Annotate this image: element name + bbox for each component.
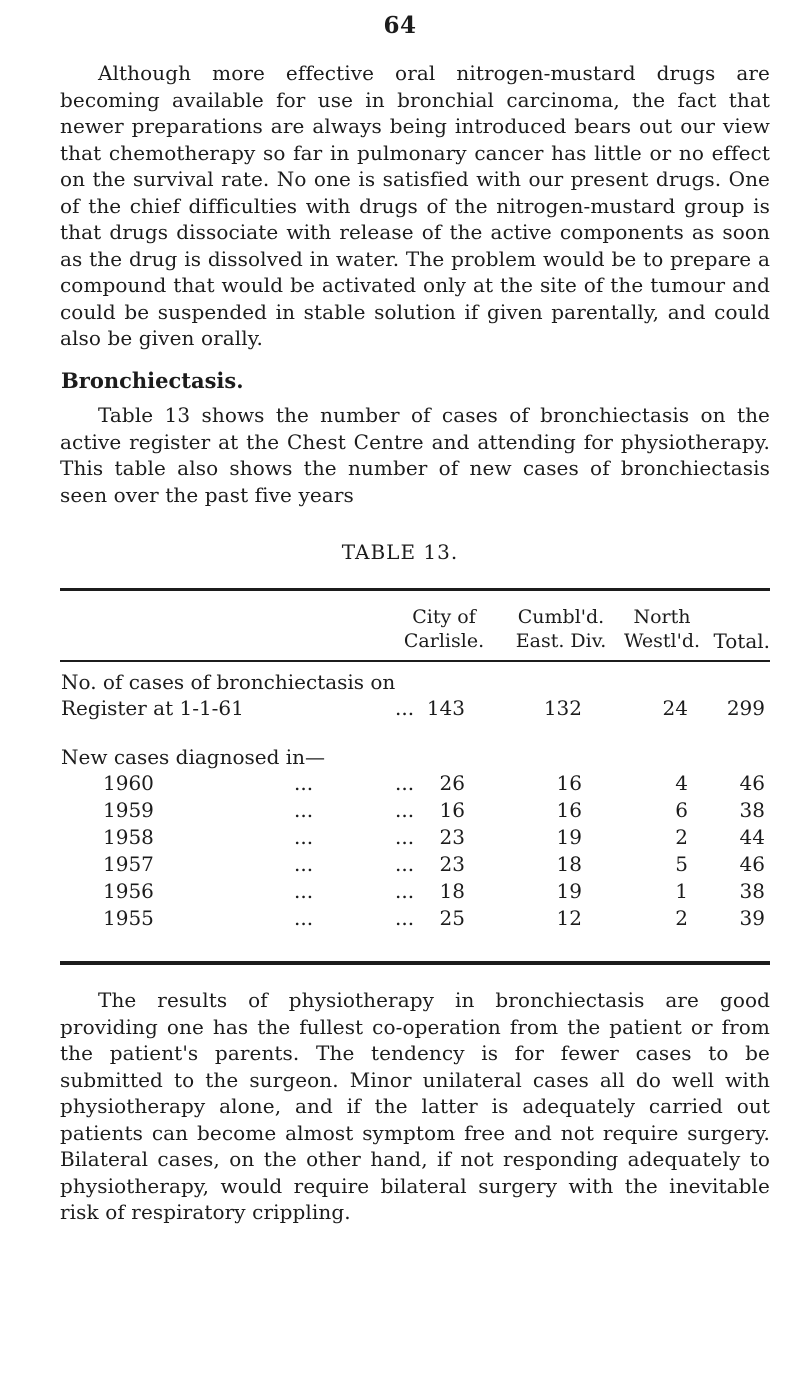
row-value-cumberland: 12 [556,906,582,930]
row-dots: ... [395,798,415,822]
header-cumberland-line2: East. Div. [515,630,607,652]
row-value-cumberland: 19 [556,879,582,903]
row-dots: ... [395,852,415,876]
row-value-total: 38 [739,879,765,903]
row-dots: ... [294,879,314,903]
row-value-north: 6 [675,798,688,822]
row-year: 1959 [103,798,154,822]
paragraph-table-intro: Table 13 shows the number of cases of bronchiectasis on the active register at the Chest Centre and attending for physiotherapy. This table also shows the number of new cases of bronchiectasis seen over the past five years [60,403,770,507]
row-dots: ... [294,906,314,930]
row-value-cumberland: 19 [556,825,582,849]
paragraph-chemotherapy: Although more effective oral nitrogen-mustard drugs are becoming available for use in bronchial carcinoma, the fact that newer preparations are always being introduced bears out our view that chemotherapy so far in pulmonary cancer has little or no effect on the survival rate. No one is satisfied with our present drugs. One of the chief difficulties with drugs of the nitrogen-mustard group is that drugs dissociate with release of the active components as soon as the drug is dissolved in water. The problem would be to prepare a compound that would be activated only at the site of the tumour and could be suspended in stable solution if given parentally, and could also be given orally. [60,61,770,350]
table-header-rule [60,660,770,662]
row-value-carlisle: 23 [439,852,465,876]
row-value-cumberland: 16 [556,798,582,822]
register-value-total: 299 [726,696,765,720]
page-number: 64 [383,12,417,39]
row-value-north: 2 [675,906,688,930]
row-dots: ... [395,906,415,930]
register-value-carlisle: 143 [426,696,465,720]
row-year: 1958 [103,825,154,849]
table-title: TABLE 13. [341,540,459,564]
register-value-cumberland: 132 [543,696,582,720]
row-value-carlisle: 26 [439,771,465,795]
paragraph-physiotherapy-results: The results of physiotherapy in bronchiectasis are good providing one has the fullest co-operation from the patient or from the patient's parents. The tendency is for fewer cases to be submitted to the surgeon. Minor unilateral cases all do well with physiotherapy alone, and if the latter is adequately carried out patients can become almost symptom free and not require surgery. Bilateral cases, on the other hand, if not responding adequately to physiotherapy, would require bilateral surgery with the inevitable risk of respiratory crippling. [60,988,770,1224]
row-year: 1955 [103,906,154,930]
row-year: 1957 [103,852,154,876]
row-dots: ... [395,825,415,849]
row-dots: ... [395,771,415,795]
header-carlisle [388,605,500,653]
row-dots: ... [294,852,314,876]
header-north-line1: North [633,606,691,628]
header-north-west [612,605,712,653]
header-cumberland-east [505,605,617,653]
table-top-rule [60,588,770,591]
row-value-carlisle: 16 [439,798,465,822]
row-value-total: 39 [739,906,765,930]
row-value-north: 1 [675,879,688,903]
row-dots: ... [294,771,314,795]
header-cumberland-line1: Cumbl'd. [517,606,605,628]
header-total: Total. [713,629,770,653]
row-dots: ... [294,798,314,822]
row-value-total: 46 [739,771,765,795]
row-value-cumberland: 18 [556,852,582,876]
row-value-north: 4 [675,771,688,795]
row-value-north: 2 [675,825,688,849]
register-label-line1: No. of cases of bronchiectasis on [61,670,396,694]
section-heading-bronchiectasis: Bronchiectasis. [61,368,244,393]
register-label-line2: Register at 1-1-61 [61,696,244,720]
row-dots: ... [395,879,415,903]
row-value-carlisle: 23 [439,825,465,849]
row-value-total: 46 [739,852,765,876]
row-year: 1956 [103,879,154,903]
register-dots: ... [395,696,415,720]
row-value-carlisle: 18 [439,879,465,903]
register-value-north: 24 [662,696,688,720]
row-value-carlisle: 25 [439,906,465,930]
row-year: 1960 [103,771,154,795]
row-value-north: 5 [675,852,688,876]
row-value-total: 38 [739,798,765,822]
header-carlisle-line2: Carlisle. [403,630,485,652]
new-cases-label: New cases diagnosed in— [61,745,326,769]
header-carlisle-line1: City of [412,606,476,628]
row-value-total: 44 [739,825,765,849]
row-value-cumberland: 16 [556,771,582,795]
header-north-line2: Westl'd. [623,630,701,652]
table-bottom-rule [60,961,770,965]
row-dots: ... [294,825,314,849]
